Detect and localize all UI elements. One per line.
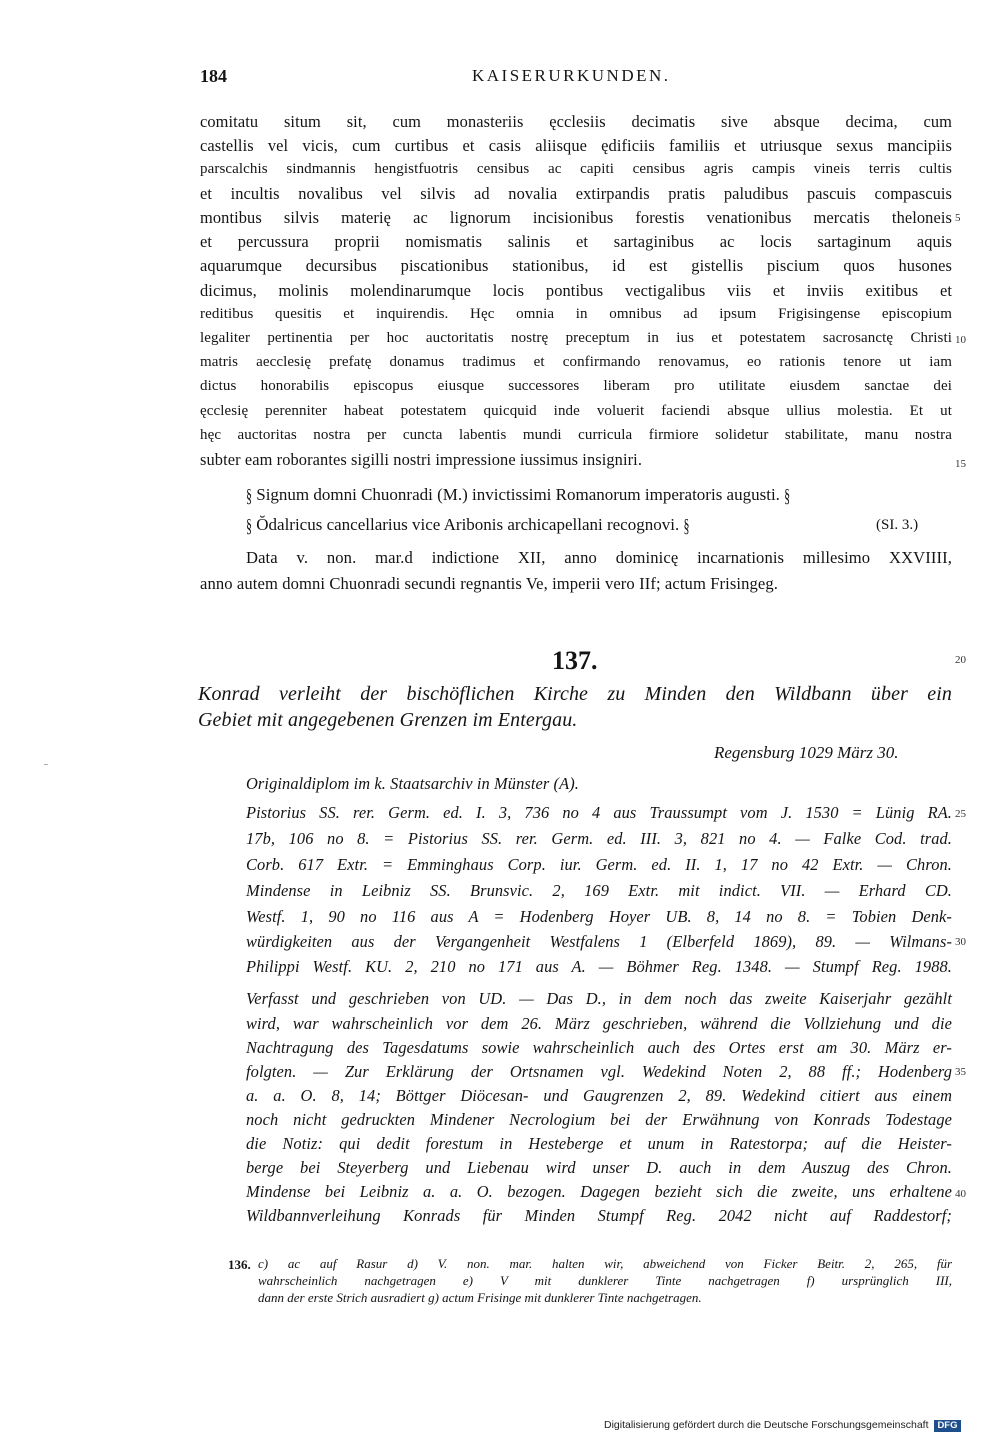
dfg-logo: DFG [934,1420,960,1432]
text-line: subter eam roborantes sigilli nostri impressione iussimus insigniri. [200,450,643,469]
text-line: ęcclesię perenniter habeat potestatem quicquid inde voluerit faciendi absque ullius molestia. Et ut [200,403,952,419]
text-line: et percussura proprii nomismatis salinis et sartaginibus ac locis sartaginum aquis [200,232,952,251]
commentary-line: noch nicht gedruckten Mindener Necrologium bei der Erwähnung von Konrads Todestage [246,1110,952,1129]
commentary-line: a. a. O. 8, 14; Böttger Diöcesan- und Gaugrenzen 2, 89. Wedekind citiert aus einem [246,1086,952,1105]
document-number: 137. [552,646,598,675]
line-number: 30 [955,936,966,948]
signum-line [246,485,790,505]
section-mark-icon: § [683,514,690,537]
section-mark-icon: § [246,484,252,507]
footer-credit-text: Digitalisierung gefördert durch die Deutsche Forschungsgemeinschaft [604,1419,929,1431]
section-mark-icon: § [784,484,791,507]
section-mark-icon: § [246,514,252,537]
edition-line: Philippi Westf. KU. 2, 210 no 171 aus A. — Böhmer Reg. 1348. — Stumpf Reg. 1988. [246,957,952,976]
data-line: anno autem domni Chuonradi secundi regnantis Ve, imperii vero IIf; actum Frisingeg. [200,574,779,593]
commentary-line: wird, war wahrscheinlich vor dem 26. März geschrieben, während die Vollziehung und die [246,1014,952,1033]
footnote-line: wahrscheinlich nachgetragen e) V mit dunklerer Tinte nachgetragen f) ursprünglich III, [258,1273,952,1288]
data-line: Data v. non. mar.d indictione XII, anno dominicę incarnationis millesimo XXVIIII, [246,548,952,567]
edition-line: 17b, 106 no 8. = Pistorius SS. rer. Germ. ed. III. 3, 821 no 4. — Falke Cod. trad. [246,829,952,848]
recognition-line [246,515,689,535]
text-line: hęc auctoritas nostra per cuncta labentis mundi curricula firmiore solidetur stabilitate, manu nostra [200,427,952,443]
edition-line: Corb. 617 Extr. = Emminghaus Corp. iur. Germ. ed. II. 1, 17 no 42 Extr. — Chron. [246,855,952,874]
text-line: matris aecclesię prefatę donamus tradimus et confirmando renovamus, eo rationis tenore ut iam [200,354,952,370]
line-number: 5 [955,212,961,224]
text-line: reditibus quesitis et inquirendis. Hęc omnia in omnibus ad ipsum Frigisingense episcopium [200,306,952,322]
line-number: 35 [955,1066,966,1078]
text-line: dicimus, molinis molendinarumque locis pontibus vectigalibus viis et inviis exitibus et [200,281,952,300]
scan-mark [44,764,48,765]
seal-note: (SI. 3.) [876,517,919,533]
running-title: KAISERURKUNDEN. [472,66,671,85]
text-line: dictus honorabilis episcopus eiusque successores liberam pro utilitate eiusdem sanctae dei [200,378,952,394]
commentary-line: Wildbannverleihung Konrads für Minden Stumpf Reg. 2042 nicht auf Raddestorf; [246,1206,952,1225]
page-number: 184 [200,66,227,86]
edition-line: Westf. 1, 90 no 116 aus A = Hodenberg Hoyer UB. 8, 14 no 8. = Tobien Denk- [246,907,952,926]
text-line: montibus silvis materię ac lignorum incisionibus forestis venationibus mercatis theloneis [200,208,952,227]
place-date: Regensburg 1029 März 30. [714,743,899,762]
commentary-line: folgten. — Zur Erklärung der Ortsnamen vgl. Wedekind Noten 2, 88 ff.; Hodenberg [246,1062,952,1081]
recognition-text: Ŏdalricus cancellarius vice Aribonis archicapellani recognovi. [256,515,680,534]
line-number: 10 [955,334,966,346]
commentary-line: Nachtragung des Tagesdatums sowie wahrscheinlich auch des Ortes erst am 30. März er- [246,1038,952,1057]
document-title: Gebiet mit angegebenen Grenzen im Entergau. [198,709,578,731]
line-number: 15 [955,458,966,470]
commentary-line: die Notiz: qui dedit forestum in Hesteberge et unum in Ratestorpa; auf die Heister- [246,1134,952,1153]
document-title: Konrad verleiht der bischöflichen Kirche zu Minden den Wildbann über ein [198,683,952,705]
edition-line: würdigkeiten aus der Vergangenheit Westfalens 1 (Elberfeld 1869), 89. — Wilmans- [246,932,952,951]
commentary-line: Verfasst und geschrieben von UD. — Das D., in dem noch das zweite Kaiserjahr gezählt [246,989,952,1008]
text-line: parscalchis sindmannis hengistfuotris censibus ac capiti censibus agris campis vineis terris cultis [200,161,952,177]
text-line: legaliter pertinentia per hoc auctoritatis nostrę preceptum in ius et potestatem sacrosanctę Christi [200,330,952,346]
source-note: Originaldiplom im k. Staatsarchiv in Münster (A). [246,774,579,793]
text-line: comitatu situm sit, cum monasteriis ęcclesiis decimatis sive absque decima, cum [200,112,952,131]
text-line: castellis vel vicis, cum curtibus et casis aliisque ędificiis familiis et utriusque sexus mancipiis [200,136,952,155]
line-number: 20 [955,654,966,666]
commentary-line: berge bei Steyerberg und Liebenau wird unser D. auch in dem Auszug des Chron. [246,1158,952,1177]
line-number: 40 [955,1188,966,1200]
footer-credit [604,1419,961,1432]
line-number: 25 [955,808,966,820]
text-line: et incultis novalibus vel silvis ad novalia extirpandis pratis paludibus pascuis compascuis [200,184,952,203]
footnote-label: 136. [228,1257,251,1272]
text-line: aquarumque decursibus piscationibus stationibus, id est gistellis piscium quos husones [200,256,952,275]
edition-line: Mindense in Leibniz SS. Brunsvic. 2, 169 Extr. mit indict. VII. — Erhard CD. [246,881,952,900]
edition-line: Pistorius SS. rer. Germ. ed. I. 3, 736 no 4 aus Traussumpt vom J. 1530 = Lünig RA. [246,803,952,822]
footnote-line: c) ac auf Rasur d) V. non. mar. halten wir, abweichend von Ficker Beitr. 2, 265, für [258,1256,952,1271]
commentary-line: Mindense bei Leibniz a. a. O. bezogen. Dagegen bezieht sich die zweite, uns erhaltene [246,1182,952,1201]
footnote-line: dann der erste Strich ausradiert g) actum Frisinge mit dunklerer Tinte nachgetragen. [258,1290,702,1305]
signum-text: Signum domni Chuonradi (M.) invictissimi Romanorum imperatoris augusti. [256,485,780,504]
